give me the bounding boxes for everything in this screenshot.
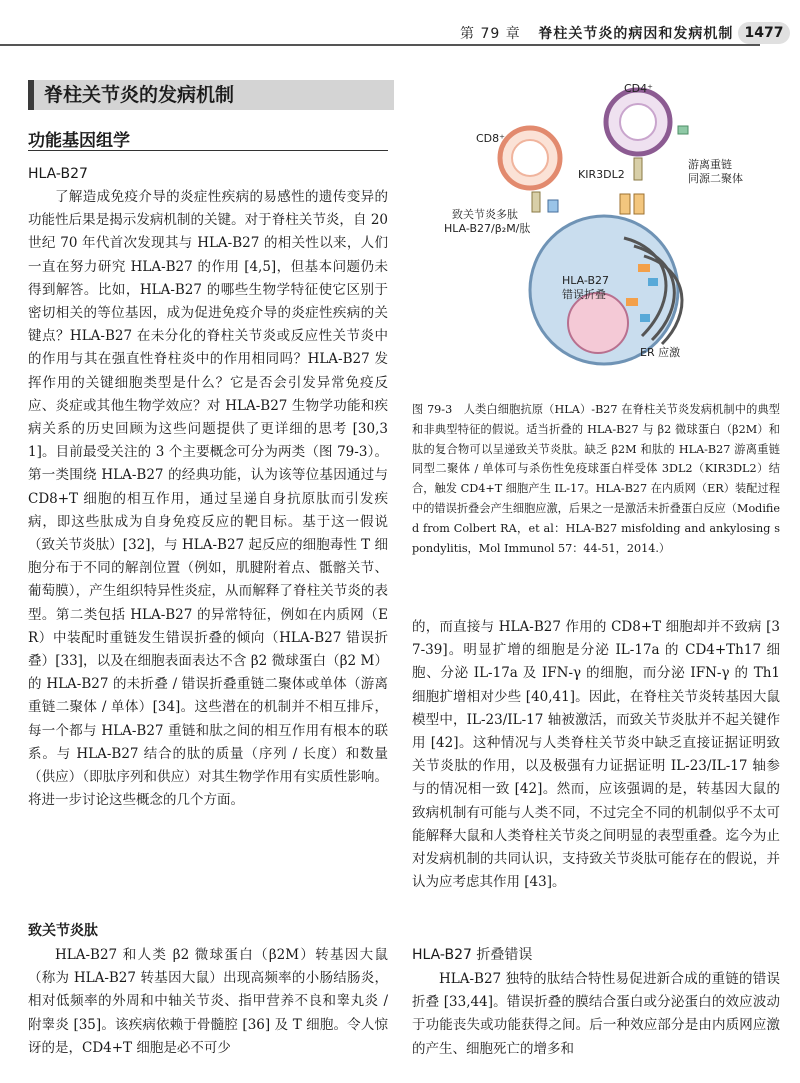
- nucleus: [568, 293, 628, 353]
- er-stress-label: ER 应激: [640, 346, 681, 359]
- header-rule: [0, 44, 760, 46]
- kir3dl2-receptor: [634, 158, 642, 180]
- misfold-protein: [626, 298, 638, 306]
- cd4-nucleus: [620, 104, 656, 140]
- cd4-label: CD4⁺: [624, 82, 653, 95]
- misfold-protein: [640, 314, 650, 322]
- running-head: [460, 23, 733, 43]
- tcr-receptor: [532, 192, 540, 212]
- page-header: [0, 20, 800, 46]
- arthritogenic-paragraph: HLA-B27 和人类 β2 微球蛋白（β2M）转基因大鼠（称为 HLA-B27 转基因大鼠）出现高频率的小肠结肠炎，相对低频率的外周和中轴关节炎、指甲营养不良和睾丸炎 / 附睾炎 [35]。该疾病依赖于骨髓腔 [36] 及 T 细胞。令人惊讶的是，CD4+T 细胞是必不可少: [28, 947, 388, 1056]
- misfold-protein: [638, 264, 650, 272]
- figure-79-3: [412, 78, 780, 398]
- free-heavy-chain-label: 游离重链同源二聚体: [688, 158, 743, 185]
- body-paragraph-right: 的，而直接与 HLA-B27 作用的 CD8+T 细胞却并不致病 [37-39]。明显扩增的细胞是分泌 IL-17a 的 CD4+Th17 细胞、分泌 IL-17a 及 IFN-γ 的细胞，而分泌 IFN-γ 的 Th1 细胞扩增相对少些 [40,41]。因此，在脊柱关节炎转基因大鼠模型中，IL-23/IL-17 轴被激活，而致关节炎肽并不起关键作用 [42]。这种情况与人类脊柱关节炎中缺乏直接证据证明致关节炎肽的作用，以及极强有力证据证明 IL-23/IL-17 轴参与的情况相一致 [42]。然而，应该强调的是，转基因大鼠的致病机制有可能与人类不同，不过完全不同的机制似乎不太可能解释大鼠和人类脊柱关节炎之间明显的表型重叠。迄今为止对发病机制的共同认识，支持致关节炎肽可能存在的假说，并认为应考虑其作用 [43]。: [412, 619, 780, 891]
- free-heavy-chain-dimer: [620, 194, 630, 214]
- cd8-label: CD8⁺: [476, 132, 505, 145]
- cd8-nucleus: [512, 140, 548, 176]
- arthritogenic-peptide-heading: 致关节炎肽: [28, 923, 98, 939]
- arthritogenic-peptide-label: 致关节炎多肽 HLA-B27/β₂M/肽: [444, 208, 531, 235]
- misfold-heading: HLA-B27 折叠错误: [412, 947, 533, 963]
- chapter-number: 第 79 章: [460, 26, 521, 42]
- page-number: 1477: [738, 22, 790, 44]
- free-heavy-chain-dimer: [634, 194, 644, 214]
- body-paragraph: 了解造成免疫介导的炎症性疾病的易感性的遗传变异的功能性后果是揭示发病机制的关键。对于脊柱关节炎，自 20 世纪 70 年代首次发现其与 HLA-B27 的相关性以来，人们一直在努力研究 HLA-B27 的作用 [4,5]，但基本问题仍未得到解答。比如，HLA-B27 的哪些生物学特征使它区别于密切相关的等位基因，成为促进免疫介导的炎症性疾病的关键点？HLA-B27 在未分化的脊柱关节炎或反应性关节炎中的作用与其在强直性脊柱炎中的作用相同吗？HLA-B27 发挥作用的关键细胞类型是什么？它是否会引发异常免疫反应、炎症或其他生物学效应？对 HLA-B27 生物学功能和疾病关系的历史回顾为这些问题提供了更详细的思考 [30,31]。目前最受关注的 3 个主要概念可分为两类（图 79-3）。第一类围绕 HLA-B27 的经典功能，认为该等位基因通过与 CD8+T 细胞的相互作用，通过呈递自身抗原肽而引发疾病，即这些肽成为自身免疫反应的靶目标。基于这一假说（致关节炎肽）[32]，与 HLA-B27 起反应的细胞毒性 T 细胞分布于不同的解剖位置（例如，肌腱附着点、骶髂关节、葡萄膜），产生组织特异性炎症，从而解释了脊柱关节炎的表型。第二类包括 HLA-B27 的异常特征，例如在内质网（ER）中装配时重链发生错误折叠的倾向（HLA-B27 错误折叠）[33]，以及在细胞表面表达不含 β2 微球蛋白（β2 M）的 HLA-B27 的未折叠 / 错误折叠重链二聚体或单体（游离重链二聚体 / 单体）[34]。这些潜在的机制并不相互排斥，每一个都与 HLA-B27 重链和肽之间的相互作用有根本的联系。与 HLA-B27 结合的肽的质量（序列 / 长度）和数量（供应）（即肽序列和供应）对其生物学作用有实质性影响。将进一步讨论这些概念的几个方面。: [28, 189, 388, 809]
- misfold-protein: [648, 278, 658, 286]
- cd4-marker: [678, 126, 688, 134]
- section-title: 脊柱关节炎的发病机制: [44, 84, 235, 106]
- chapter-title: 脊柱关节炎的病因和发病机制: [538, 26, 734, 42]
- figure-caption: 图 79-3 人类白细胞抗原（HLA）-B27 在脊柱关节炎发病机制中的典型和非典型特征的假说。适当折叠的 HLA-B27 与 β2 微球蛋白（β2M）和肽的复合物可以呈递致关节炎肽。缺乏 β2M 和肽的 HLA-B27 游离重链同型二聚体 / 单体可与杀伤性免疫球蛋白样受体 3DL2（KIR3DL2）结合，触发 CD4+T 细胞产生 IL-17。HLA-B27 在内质网（ER）装配过程中的错误折叠会产生细胞应激，后果之一是激活未折叠蛋白反应（Modified from Colbert RA，et al：HLA-B27 misfolding and ankylosing spondylitis，Mol Immunol 57：44-51，2014.）: [412, 403, 780, 555]
- kir3dl2-label: KIR3DL2: [578, 168, 625, 181]
- hla-b27-complex: [548, 200, 558, 212]
- misfold-paragraph: HLA-B27 独特的肽结合特性易促进新合成的重链的错误折叠 [33,44]。错误折叠的膜结合蛋白或分泌蛋白的效应波动于功能丧失或功能获得之间。后一种效应部分是由内质网应激的产生、细胞死亡的增多和: [412, 971, 780, 1057]
- hla-b27-heading: HLA-B27: [28, 166, 88, 182]
- subsection-title: 功能基因组学: [28, 131, 130, 151]
- subsection-rule: [28, 150, 388, 151]
- misfold-label: HLA-B27 错误折叠: [562, 274, 610, 301]
